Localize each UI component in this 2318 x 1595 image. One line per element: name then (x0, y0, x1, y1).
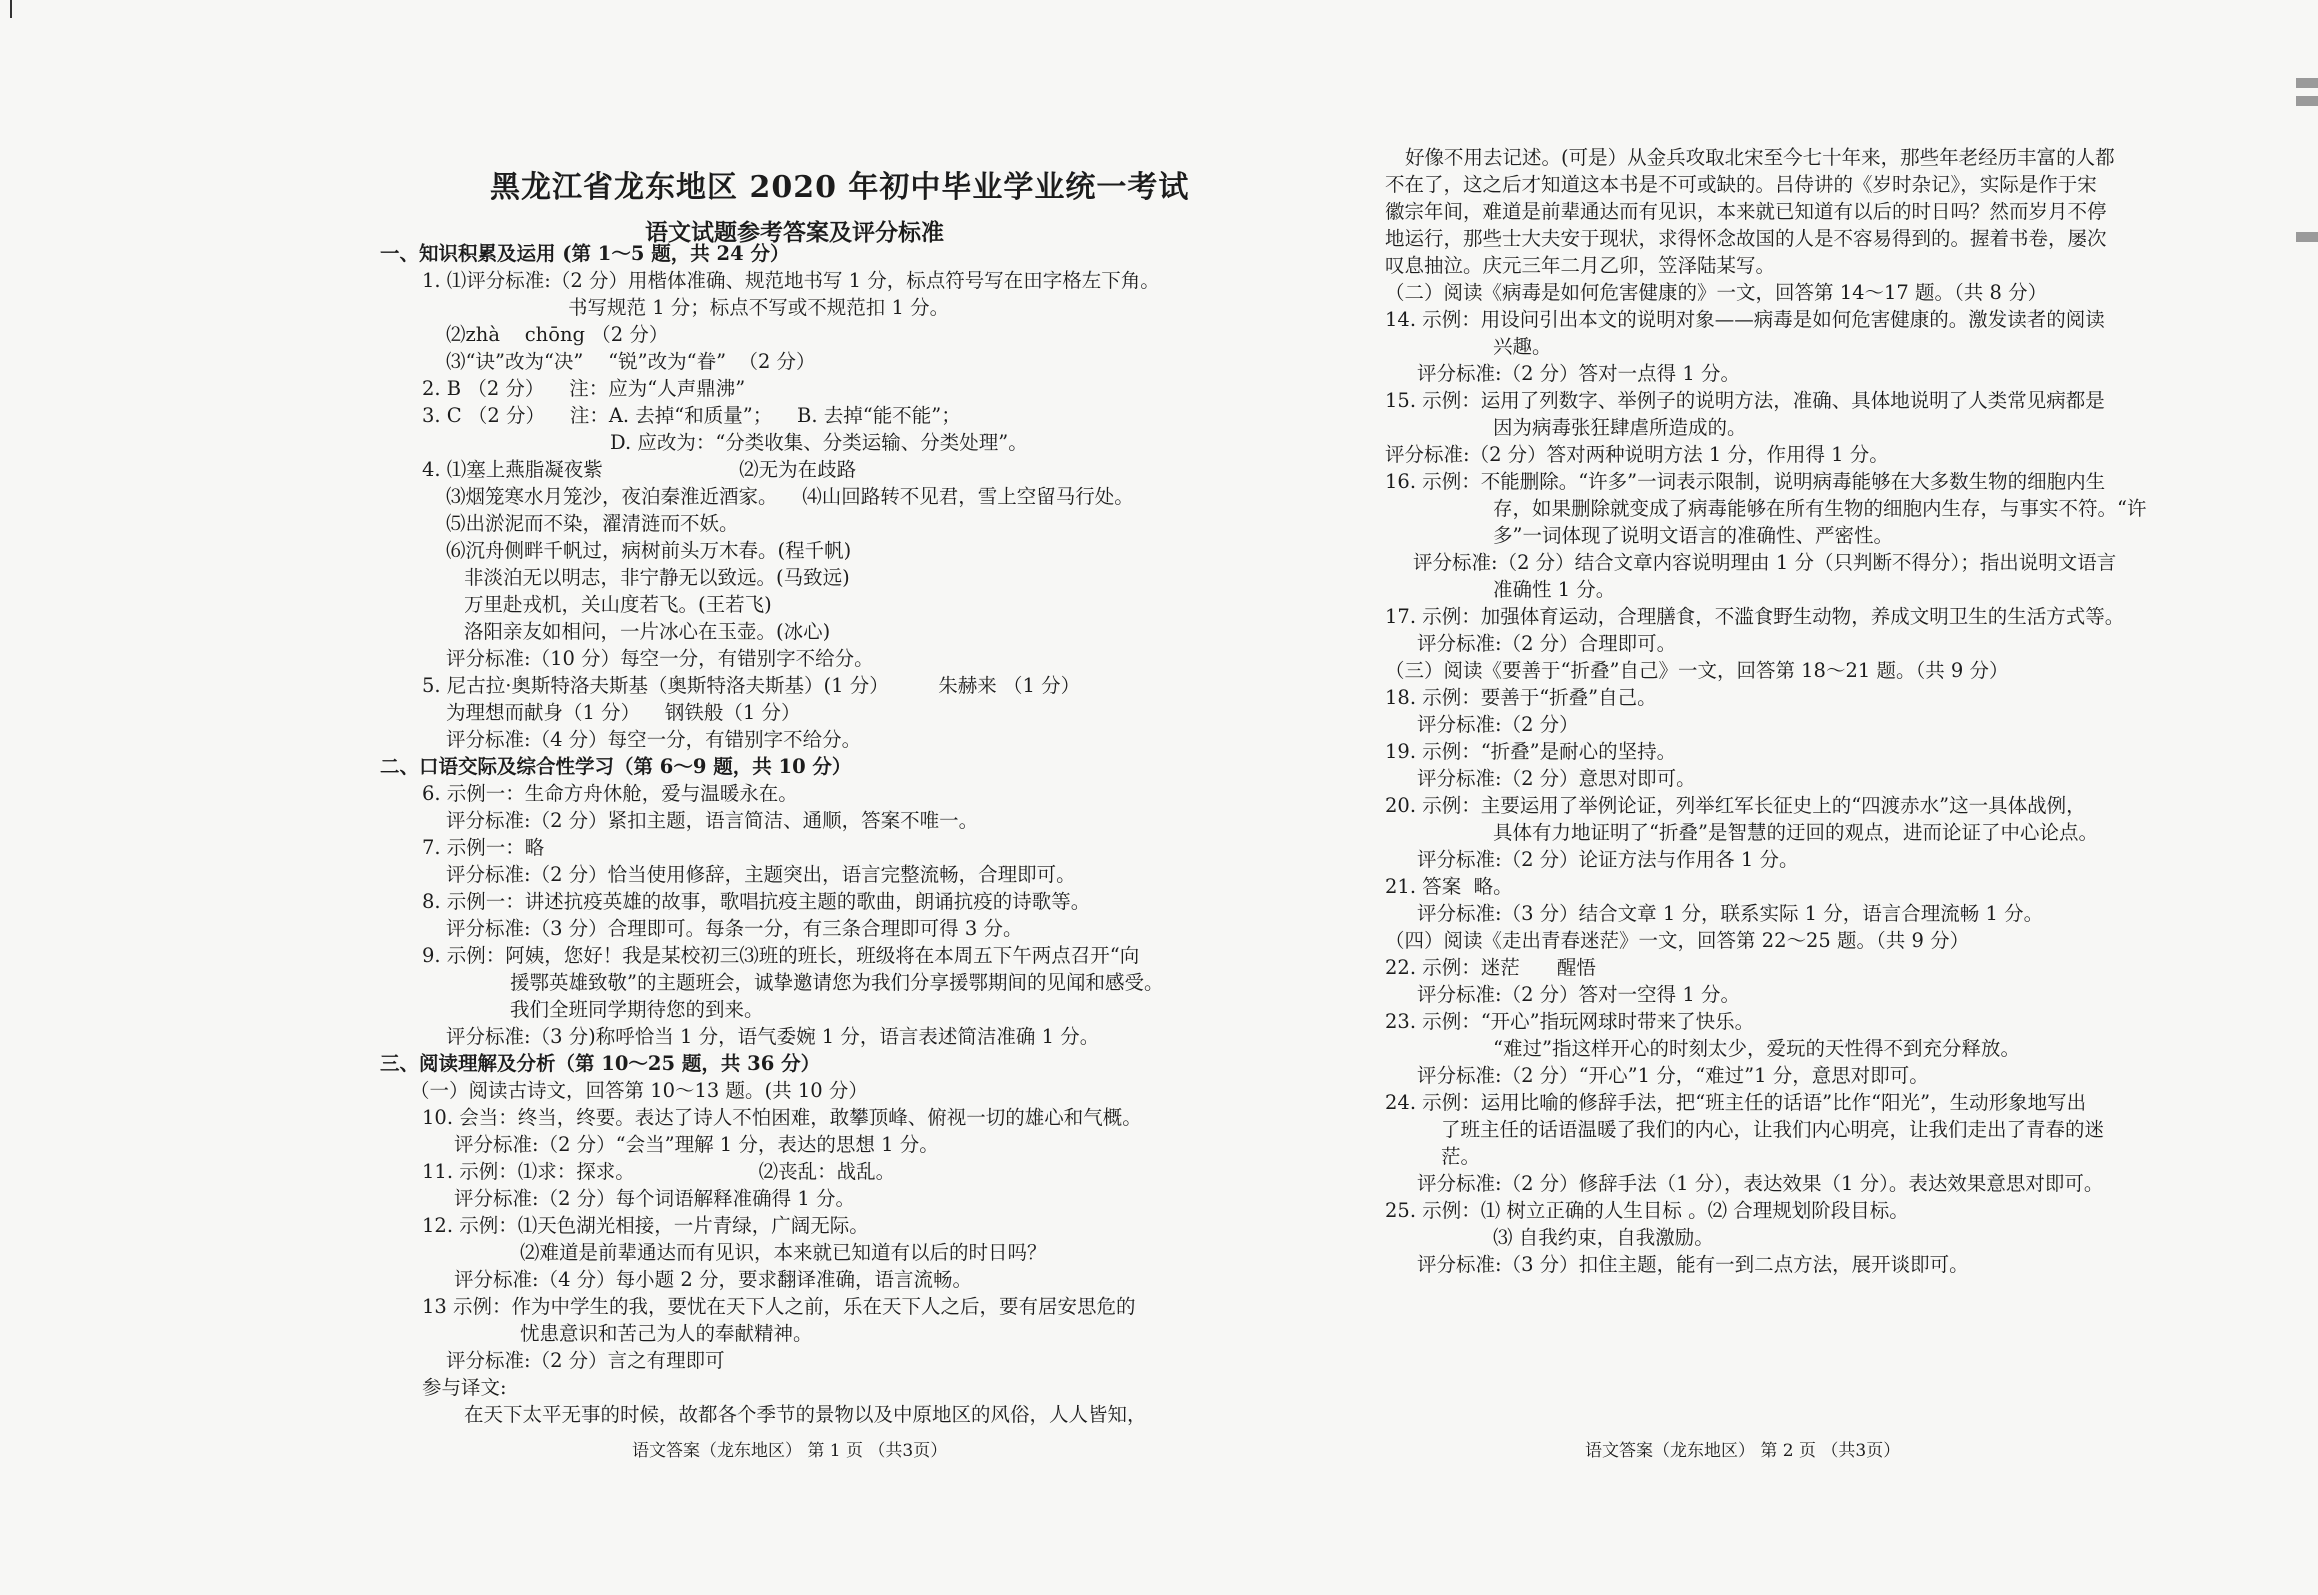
answer-line: 兴趣。 (1493, 335, 1552, 358)
answer-line: 11. 示例：⑴求：探求。 ⑵丧乱：战乱。 (422, 1160, 896, 1183)
answer-line: 3. C （2 分） 注：A. 去掉“和质量”； B. 去掉“能不能”； (422, 404, 961, 427)
answer-line: 为理想而献身（1 分） 钢铁般（1 分） (446, 701, 801, 724)
answer-line: 具体有力地证明了“折叠”是智慧的迂回的观点，进而论证了中心论点。 (1493, 821, 2098, 844)
answer-line: 25. 示例：⑴ 树立正确的人生目标 。⑵ 合理规划阶段目标。 (1385, 1199, 1909, 1222)
answer-line: 评分标准:（2 分）“会当”理解 1 分，表达的思想 1 分。 (454, 1133, 939, 1156)
answer-line: 评分标准:（2 分）紧扣主题，语言简洁、通顺，答案不唯一。 (446, 809, 979, 832)
answer-line: 17. 示例：加强体育运动，合理膳食，不滥食野生动物，养成文明卫生的生活方式等。 (1385, 605, 2125, 628)
answer-line: ⑸出淤泥而不染，濯清涟而不妖。 (446, 512, 739, 535)
answer-line: 参与译文: (422, 1376, 507, 1399)
scan-edge-mark (2296, 232, 2318, 242)
answer-line: （二）阅读《病毒是如何危害健康的》一文，回答第 14～17 题。（共 8 分） (1385, 281, 2048, 304)
answer-line: 评分标准:（2 分）结合文章内容说明理由 1 分（只判断不得分）；指出说明文语言 (1413, 551, 2117, 574)
answer-line: 非淡泊无以明志，非宁静无以致远。(马致远) (464, 566, 850, 589)
answer-line: 评分标准:（2 分）意思对即可。 (1417, 767, 1696, 790)
answer-line: 评分标准:（4 分）每小题 2 分，要求翻译准确，语言流畅。 (454, 1268, 972, 1291)
answer-line: 我们全班同学期待您的到来。 (510, 998, 764, 1021)
answer-line: 评分标准:（2 分）恰当使用修辞，主题突出，语言完整流畅，合理即可。 (446, 863, 1076, 886)
answer-line: 7. 示例一：略 (422, 836, 545, 859)
page-1-footer: 语文答案（龙东地区） 第 1 页 （共3页） (632, 1441, 948, 1461)
answer-line: 茫。 (1441, 1145, 1481, 1168)
answer-line: 准确性 1 分。 (1493, 578, 1616, 601)
answer-page-2 (1385, 0, 2245, 1595)
answer-line: 6. 示例一：生命方舟休舱，爱与温暖永在。 (422, 782, 798, 805)
answer-line: 因为病毒张狂肆虐所造成的。 (1493, 416, 1747, 439)
answer-line: 洛阳亲友如相问，一片冰心在玉壶。(冰心) (464, 620, 831, 643)
answer-line: 12. 示例：⑴天色湖光相接，一片青绿，广阔无际。 (422, 1214, 869, 1237)
answer-line: ⑶“诀”改为“决” “锐”改为“眷” （2 分） (446, 350, 816, 373)
scan-edge-mark (10, 0, 12, 18)
page-2-body (1385, 144, 2265, 1278)
answer-line: 多”一词体现了说明文语言的准确性、严密性。 (1493, 524, 1893, 547)
answer-line: 8. 示例一：讲述抗疫英雄的故事，歌唱抗疫主题的歌曲，朗诵抗疫的诗歌等。 (422, 890, 1091, 913)
answer-line: 4. ⑴塞上燕脂凝夜紫 ⑵无为在歧路 (422, 458, 857, 481)
answer-line: 18. 示例：要善于“折叠”自己。 (1385, 686, 1657, 709)
answer-line: 评分标准:（2 分）论证方法与作用各 1 分。 (1417, 848, 1799, 871)
answer-line: “难过”指这样开心的时刻太少，爱玩的天性得不到充分释放。 (1493, 1037, 2020, 1060)
answer-line: 评分标准:（2 分）每个词语解释准确得 1 分。 (454, 1187, 855, 1210)
answer-line: 21. 答案 略。 (1385, 875, 1513, 898)
section-heading: 三、阅读理解及分析（第 10～25 题，共 36 分） (380, 1052, 821, 1075)
scan-edge-mark (2296, 78, 2318, 88)
answer-line: 15. 示例：运用了列数字、举例子的说明方法，准确、具体地说明了人类常见病都是 (1385, 389, 2105, 412)
answer-line: （三）阅读《要善于“折叠”自己》一文，回答第 18～21 题。（共 9 分） (1385, 659, 2009, 682)
answer-line: 评分标准:（2 分）答对两种说明方法 1 分，作用得 1 分。 (1385, 443, 1889, 466)
answer-line: 评分标准:（2 分）修辞手法（1 分），表达效果（1 分）。表达效果意思对即可。 (1417, 1172, 2104, 1195)
answer-line: 13 示例：作为中学生的我，要忧在天下人之前，乐在天下人之后，要有居安思危的 (422, 1295, 1136, 1318)
answer-line: 地运行，那些士大夫安于现状，求得怀念故国的人是不容易得到的。握着书卷，屡次 (1385, 227, 2107, 250)
answer-line: 好像不用去记述。(可是）从金兵攻取北宋至今七十年来，那些年老经历丰富的人都 (1405, 146, 2115, 169)
answer-line: 16. 示例：不能删除。“许多”一词表示限制，说明病毒能够在大多数生物的细胞内生 (1385, 470, 2106, 493)
answer-line: 23. 示例：“开心”指玩网球时带来了快乐。 (1385, 1010, 1755, 1033)
answer-line: 评分标准:（3 分）结合文章 1 分，联系实际 1 分，语言合理流畅 1 分。 (1417, 902, 2044, 925)
answer-line: ⑶烟笼寒水月笼沙，夜泊秦淮近酒家。 ⑷山回路转不见君，雪上空留马行处。 (446, 485, 1134, 508)
answer-line: 在天下太平无事的时候，故都各个季节的景物以及中原地区的风俗，人人皆知， (464, 1403, 1147, 1426)
answer-line: 存，如果删除就变成了病毒能够在所有生物的细胞内生存，与事实不符。“许 (1493, 497, 2147, 520)
answer-line: 22. 示例：迷茫 醒悟 (1385, 956, 1596, 979)
answer-line: 24. 示例：运用比喻的修辞手法，把“班主任的话语”比作“阳光”，生动形象地写出 (1385, 1091, 2087, 1114)
answer-line: 19. 示例：“折叠”是耐心的坚持。 (1385, 740, 1677, 763)
document-title: 黑龙江省龙东地区 2020 年初中毕业学业统一考试 (490, 170, 1190, 205)
answer-line: 书写规范 1 分；标点不写或不规范扣 1 分。 (568, 296, 950, 319)
answer-line: 徽宗年间，难道是前辈通达而有见识，本来就已知道有以后的时日吗？然而岁月不停 (1385, 200, 2107, 223)
answer-line: 评分标准:（3 分)称呼恰当 1 分，语气委婉 1 分，语言表述简洁准确 1 分。 (446, 1025, 1100, 1048)
page-2-footer: 语文答案（龙东地区） 第 2 页 （共3页） (1585, 1441, 1901, 1461)
answer-line: 20. 示例：主要运用了举例论证，列举红军长征史上的“四渡赤水”这一具体战例， (1385, 794, 2086, 817)
answer-line: 评分标准:（10 分）每空一分，有错别字不给分。 (446, 647, 874, 670)
answer-line: 了班主任的话语温暖了我们的内心，让我们内心明亮，让我们走出了青春的迷 (1441, 1118, 2105, 1141)
answer-line: 9. 示例：阿姨，您好！我是某校初三⑶班的班长，班级将在本周五下午两点召开“向 (422, 944, 1140, 967)
answer-line: 评分标准:（2 分）答对一空得 1 分。 (1417, 983, 1740, 1006)
answer-line: ⑹沉舟侧畔千帆过，病树前头万木春。(程千帆) (446, 539, 852, 562)
answer-line: 评分标准:（3 分）合理即可。每条一分，有三条合理即可得 3 分。 (446, 917, 1023, 940)
answer-line: （四）阅读《走出青春迷茫》一文，回答第 22～25 题。（共 9 分） (1385, 929, 1970, 952)
answer-line: ⑵难道是前辈通达而有见识，本来就已知道有以后的时日吗？ (520, 1241, 1047, 1264)
answer-line: ⑶ 自我约束，自我激励。 (1493, 1226, 1714, 1249)
answer-line: 评分标准:（4 分）每空一分，有错别字不给分。 (446, 728, 862, 751)
section-heading: 二、口语交际及综合性学习（第 6～9 题，共 10 分） (380, 755, 852, 778)
answer-line: 忧患意识和苦己为人的奉献精神。 (520, 1322, 813, 1345)
answer-line: 评分标准:（2 分）言之有理即可 (446, 1349, 725, 1372)
page-1-body (380, 240, 1260, 1428)
answer-line: 10. 会当：终当，终要。表达了诗人不怕困难，敢攀顶峰、俯视一切的雄心和气概。 (422, 1106, 1142, 1129)
answer-line: ⑵zhà chōng （2 分） (446, 323, 669, 346)
answer-line: 2. B （2 分） 注：应为“人声鼎沸” (422, 377, 746, 400)
answer-line: 万里赴戎机，关山度若飞。(王若飞) (464, 593, 772, 616)
answer-line: 叹息抽泣。庆元三年二月乙卯，笠泽陆某写。 (1385, 254, 1776, 277)
answer-line: 1. ⑴评分标准:（2 分）用楷体准确、规范地书写 1 分，标点符号写在田字格左下角。 (422, 269, 1160, 292)
answer-line: 评分标准:（2 分） (1417, 713, 1579, 736)
answer-line: 评分标准:（2 分）答对一点得 1 分。 (1417, 362, 1740, 385)
answer-line: D. 应改为：“分类收集、分类运输、分类处理”。 (610, 431, 1028, 454)
answer-line: 评分标准:（3 分）扣住主题，能有一到二点方法，展开谈即可。 (1417, 1253, 1969, 1276)
answer-page-1 (380, 0, 1240, 1595)
section-heading: 一、知识积累及运用 (第 1～5 题，共 24 分） (380, 242, 790, 265)
answer-line: 不在了，这之后才知道这本书是不可或缺的。吕侍讲的《岁时杂记》，实际是作于宋 (1385, 173, 2097, 196)
answer-line: 评分标准:（2 分）“开心”1 分，“难过”1 分，意思对即可。 (1417, 1064, 1929, 1087)
scan-edge-mark (2296, 96, 2318, 106)
answer-line: 5. 尼古拉·奥斯特洛夫斯基（奥斯特洛夫斯基）(1 分） 朱赫来 （1 分） (422, 674, 1081, 697)
answer-line: 14. 示例：用设问引出本文的说明对象——病毒是如何危害健康的。激发读者的阅读 (1385, 308, 2105, 331)
document-subtitle: 语文试题参考答案及评分标准 (645, 219, 944, 246)
answer-line: 援鄂英雄致敬”的主题班会，诚挚邀请您为我们分享援鄂期间的见闻和感受。 (510, 971, 1164, 994)
answer-line: （一）阅读古诗文，回答第 10～13 题。(共 10 分） (410, 1079, 868, 1102)
answer-line: 评分标准:（2 分）合理即可。 (1417, 632, 1677, 655)
